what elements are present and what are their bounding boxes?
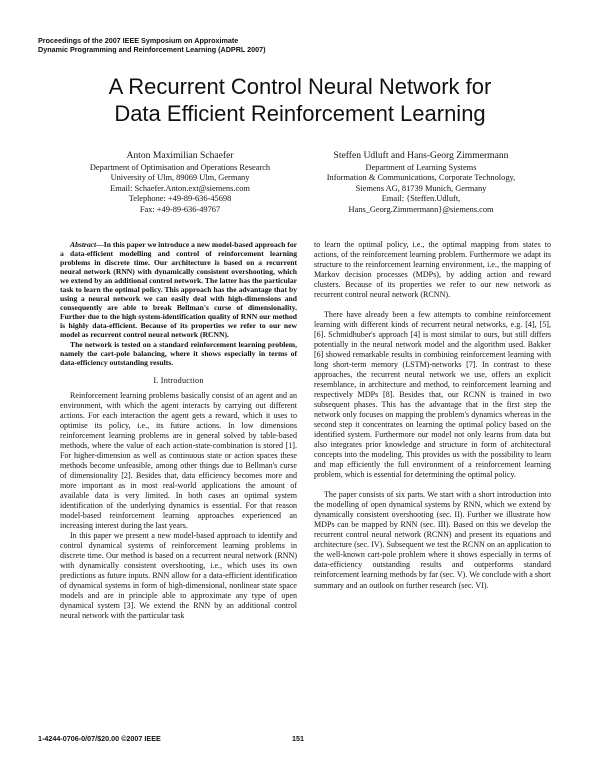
right-column [314, 240, 551, 591]
author-fax: Fax: +49-89-636-49767 [139, 204, 221, 214]
author-name-left: Anton Maximilian Schaefer [126, 150, 234, 161]
author-block-right [296, 150, 546, 215]
paper-title [0, 73, 600, 127]
title-line-1: A Recurrent Control Neural Network for [108, 74, 492, 99]
abstract-label: Abstract [70, 240, 97, 249]
author-affiliation: Department of Optimisation and Operations Research [89, 163, 271, 172]
author-email-line-1: Email: {Steffen.Udluft, [381, 194, 461, 204]
proceedings-line-2: Dynamic Programming and Reinforcement Learning (ADPRL 2007) [38, 45, 266, 54]
body-paragraph: The paper consists of six parts. We start with a short introduction into the modelling of open dynamical systems by RNN, which we extend by dynamically consistent overshooting (sec. II). Further we illustrate how MDPs can be mapped by RNN (sec. III). Based on this we develop the recurrent control neural network (RCNN) and present its equations and architecture (sec. IV). Subsequent we test the RCNN on an application to the well-known cart-pole problem where it shows especially in terms of data-efficiency outstanding results and outperforms standard reinforcement learning methods by far (sec. V). We conclude with a short summary and an outlook on further research (sec. VI). [314, 490, 551, 590]
author-department: Department of Learning Systems [365, 163, 477, 172]
author-block-left [60, 150, 300, 215]
footer-copyright: 1-4244-0706-0/07/$20.00 ©2007 IEEE [38, 734, 161, 743]
proceedings-header [38, 36, 266, 54]
proceedings-line-1: Proceedings of the 2007 IEEE Symposium on Approximate [38, 36, 239, 45]
author-division: Information & Communications, Corporate Technology, [326, 173, 516, 183]
abstract-paragraph-2: The network is tested on a standard reinforcement learning problem, namely the cart-pole balancing, where it shows especially in terms of data-efficiency outstanding results. [60, 339, 297, 367]
author-name-right: Steffen Udluft and Hans-Georg Zimmermann [333, 150, 509, 161]
author-email-line-2: Hans_Georg.Zimmermann}@siemens.com [348, 204, 494, 214]
body-paragraph: In this paper we present a new model-based approach to identify and control dynamical systems of reinforcement learning problems in discrete time. Our method is based on a recurrent neural network (RNN) with dynamically consistent overshooting, i.e., which uses its own predictions as future inputs. RNN allow for a data-efficient identification of dynamical systems in form of high-dimensional, nonlinear state space models and are in principle able to approximate any type of open dynamical system [3]. We extend the RNN by an additional control neural network with the particular task [60, 530, 297, 621]
title-line-2: Data Efficient Reinforcement Learning [114, 101, 486, 126]
author-address: University of Ulm, 89069 Ulm, Germany [110, 173, 250, 183]
author-telephone: Telephone: +49-89-636-45698 [128, 194, 232, 204]
abstract-text: —In this paper we introduce a new model-based approach for a data-efficient modelling and control of reinforcement learning problems in discrete time. Our architecture is based on a recurrent neural network (RNN) with dynamically consistent overshooting, which we extend by an additional control network. The latter has the particular task to learn the optimal policy. This approach has the advantage that by using a neural network we can easily deal with high-dimensions and consequently are able to break Bellman's curse of dimensionality. Further due to the high system-identification quality of RNN our method is highly data-efficient. Because of its properties we refer to our new model as recurrent control neural network (RCNN). [60, 240, 297, 340]
author-address: Siemens AG, 81739 Munich, Germany [355, 183, 487, 193]
body-paragraph: Reinforcement learning problems basically consist of an agent and an environment, with which the agent interacts by carrying out different actions. For each interaction the agent gets a reward, which it uses to optimise its policy, i.e., its future actions. In low dimensions reinforcement learning problems are in general solved by table-based methods, where the value of each action-state-combination is stored [1]. For higher-dimension as well as continuous state or action spaces these methods become unfeasible, among other things due to Bellman's curse of dimensionality [2]. Besides that, data efficiency becomes more and more important as in most real-world applications the amount of available data is very limited. In both cases an optimal system identification of the underlying dynamics is essential. For that reason model-based reinforcement learning approaches experienced an increasing interest during the last years. [60, 390, 297, 530]
page-number: 151 [292, 734, 304, 743]
body-paragraph: to learn the optimal policy, i.e., the optimal mapping from states to actions, of the reinforcement learning problem. Furthermore we adapt its structure to the reinforcement learning environment, i.e., the mapping of Markov decision processes (MDPs), by adding action and reward clusters. Because of its properties we refer to our new network as recurrent control neural network (RCNN). [314, 240, 551, 300]
abstract-paragraph [60, 240, 297, 340]
body-paragraph: There have already been a few attempts to combine reinforcement learning with different kinds of recurrent neural networks, e.g. [4], [5], [6]. Schmidhuber's approach [4] is most similar to ours, but still differs potentially in the neural network model and the algorithm used. Bakker [6] showed remarkable results in combining reinforcement learning with long short-term memory (LSTM)-networks [7]. In contrast to these approaches, the recurrent neural network we use, offers an explicit resemblance, in architecture and method, to reinforcement learning and respectively MDPs [8]. Besides that, our RCNN is trained in two subsequent phases. This has the advantage that in the first step the network only focuses on mapping the problem's dynamics whereas in the second step it concentrates on learning the optimal policy based on the identified system. Furthermore our model not only learns from data but also integrates prior knowledge and structure in form of architectural concepts into the modeling. This provides us with the possibility to learn and map efficiently the full environment of a reinforcement learning problem, which is essential for determining the optimal policy. [314, 310, 551, 480]
author-email: Email: Schaefer.Anton.ext@siemens.com [110, 183, 250, 193]
section-heading: I. Introduction [153, 375, 204, 385]
left-column [60, 240, 297, 621]
